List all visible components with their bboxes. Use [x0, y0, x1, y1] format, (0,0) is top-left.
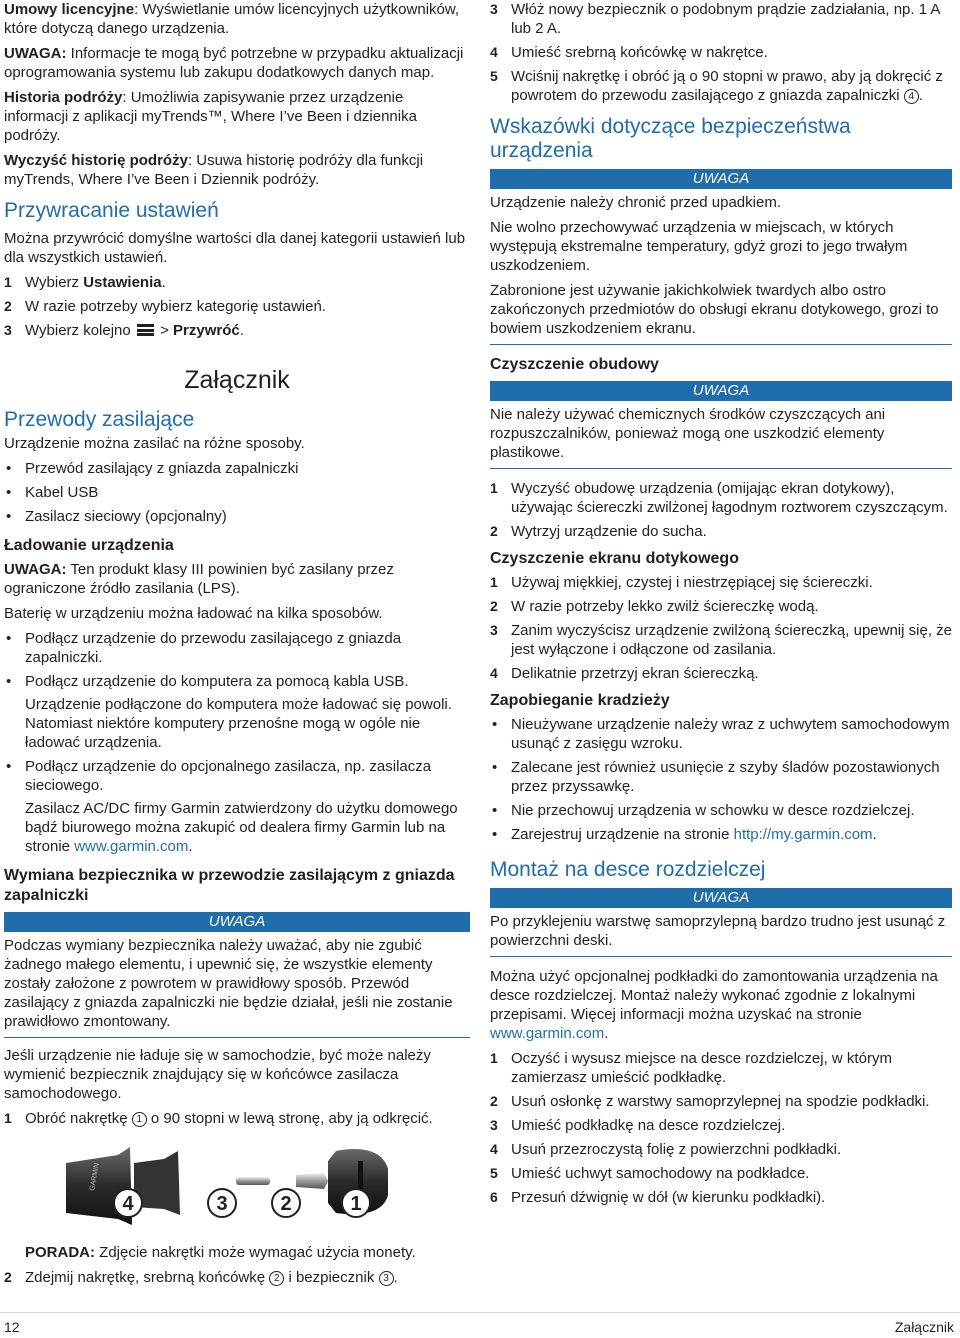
appendix-title: Załącznik — [184, 366, 290, 394]
power-bullets — [4, 459, 470, 526]
intro-text: Można użyć opcjonalnej podkładki do zamontowania urządzenia na desce rozdzielczej. Montaż należy wykonać zgodnie z lokalnymi przepisami. Więcej informacji można uzyskać na stronie — [490, 968, 938, 1023]
screen-cleaning-heading: Czyszczenie ekranu dotykowego — [490, 550, 739, 567]
fuse-heading: Wymiana bezpiecznika w przewodzie zasilającym z gniazda zapalniczki — [4, 867, 455, 904]
power-heading: Przewody zasilające — [4, 408, 195, 431]
step-text: . — [239, 322, 244, 339]
list-item — [490, 1116, 952, 1135]
bullet-text: Podłącz urządzenie do przewodu zasilającego z gniazda zapalniczki. — [25, 630, 402, 666]
step-text: Włóż nowy bezpiecznik o podobnym prądzie zadziałania, np. 1 A lub 2 A. — [511, 1, 940, 37]
list-item — [490, 67, 952, 105]
list-item: • Kabel USB — [4, 483, 470, 502]
fuse-photo — [66, 1133, 406, 1237]
step-text: Umieść srebrną końcówkę w nakrętce. — [511, 44, 768, 61]
step-number: 2 — [4, 298, 12, 314]
bullet-subtext: Urządzenie podłączone do komputera może ładować się powoli. Natomiast niektóre komputery przenośne mogą w ogóle nie ładować urządzenia. — [25, 696, 452, 751]
step-text: Używaj miękkiej, czystej i niestrzępiącej się ściereczki. — [511, 574, 873, 591]
step-text: Wyczyść obudowę urządzenia (omijając ekran dotykowy), używając ściereczki zwilżonej łagodnym roztworem czyszczącym. — [511, 480, 948, 516]
list-item — [490, 621, 952, 659]
subtext: Zasilacz AC/DC firmy Garmin zatwierdzony do użytku domowego bądź biurowego można zakupić od dealera firmy Garmin lub na stronie — [25, 800, 458, 855]
list-item: • Zalecane jest również usunięcie z szyby śladów pozostawionych przez przyssawkę. — [490, 758, 952, 796]
step-number: 3 — [490, 622, 498, 638]
safety-heading: Wskazówki dotyczące bezpieczeństwa urządzenia — [490, 115, 851, 162]
callout-1: 1 — [132, 1112, 147, 1127]
list-item — [490, 664, 952, 683]
dash-intro — [490, 967, 952, 1043]
fuse-intro: Jeśli urządzenie nie ładuje się w samochodzie, być może należy wymienić bezpiecznik znajdujący się w końcówce zasilacza samochodowego. — [4, 1047, 431, 1102]
list-item — [490, 1092, 952, 1111]
note-label: UWAGA: — [4, 561, 67, 578]
step-number: 3 — [490, 1, 498, 17]
step-number: 4 — [490, 665, 498, 681]
list-item — [490, 1140, 952, 1159]
note-label: UWAGA: — [4, 45, 67, 62]
step-text: Oczyść i wysusz miejsce na desce rozdzielczej, w którym zamierzasz umieścić podkładkę. — [511, 1050, 892, 1086]
fuse-assembly-illustration — [66, 1133, 406, 1237]
garmin-link[interactable]: www.garmin.com — [490, 1025, 605, 1042]
step-number: 5 — [490, 1165, 498, 1181]
caution-divider — [4, 1037, 470, 1038]
restore-steps — [4, 273, 470, 340]
charging-intro: Baterię w urządzeniu można ładować na kilka sposobów. — [4, 605, 383, 622]
list-item — [4, 757, 470, 856]
step-bold: Przywróć — [173, 322, 240, 339]
safety-p1: Urządzenie należy chronić przed upadkiem. — [490, 194, 781, 211]
caution-divider — [490, 956, 952, 957]
footer-section: Załącznik — [894, 1319, 954, 1335]
fuse-steps-2 — [4, 1268, 470, 1287]
step-number: 1 — [490, 574, 498, 590]
charging-bullets — [4, 629, 470, 856]
step-text: Umieść uchwyt samochodowy na podkładce. — [511, 1165, 810, 1182]
my-garmin-link[interactable]: http://my.garmin.com — [733, 826, 873, 843]
list-item — [490, 597, 952, 616]
subtext: . — [188, 838, 193, 855]
step-text: . — [393, 1269, 398, 1286]
list-item — [490, 479, 952, 517]
callout-2: 2 — [269, 1271, 284, 1286]
term-label: Historia podróży — [4, 89, 123, 106]
fuse-part — [236, 1177, 270, 1185]
term-text: : Wyświetlanie umów licencyjnych użytkowników, które dotyczą danego urządzenia. — [4, 1, 460, 37]
step-text: Wybierz — [25, 274, 84, 291]
step-text: Zanim wyczyścisz urządzenie zwilżoną ściereczką, upewnij się, że jest wyłączone i odłączone od zasilania. — [511, 622, 952, 658]
note-text: Informacje te mogą być potrzebne w przypadku aktualizacji oprogramowania systemu lub zakupu dodatkowych danych map. — [4, 45, 464, 81]
list-item — [490, 1049, 952, 1087]
caution-divider — [490, 344, 952, 345]
step-number: 3 — [490, 1117, 498, 1133]
step-number: 2 — [4, 1269, 12, 1285]
list-item — [490, 522, 952, 541]
callout-4: 4 — [904, 89, 919, 104]
safety-p3: Zabronione jest używanie jakichkolwiek twardych albo ostro zakończonych przedmiotów do obsługi ekranu dotykowego, grozi to bowiem uszkodzeniem ekranu. — [490, 282, 939, 337]
step-number: 3 — [4, 322, 12, 338]
brand-text: GARMIN — [89, 1162, 101, 1192]
step-text: . — [161, 274, 166, 291]
caution-banner: UWAGA — [490, 169, 952, 189]
theft-heading: Zapobieganie kradzieży — [490, 692, 670, 709]
note-paragraph — [4, 44, 470, 82]
caution-banner: UWAGA — [490, 888, 952, 908]
power-intro: Urządzenie można zasilać na różne sposoby. — [4, 435, 305, 452]
step-text: Obróć nakrętkę — [25, 1110, 132, 1127]
case-caution-text: Nie należy używać chemicznych środków czyszczących ani rozpuszczalników, ponieważ mogą one uszkodzić elementy plastikowe. — [490, 406, 886, 461]
fuse-steps-continued — [490, 0, 952, 105]
step-text: Delikatnie przetrzyj ekran ściereczką. — [511, 665, 759, 682]
step-text: W razie potrzeby lekko zwilż ściereczkę wodą. — [511, 598, 819, 615]
step-text: Wytrzyj urządzenie do sucha. — [511, 523, 707, 540]
tip-label: PORADA: — [25, 1244, 95, 1261]
list-item — [490, 1188, 952, 1207]
theft-bullets — [490, 715, 952, 844]
step-text: . — [918, 87, 923, 104]
case-cleaning-heading: Czyszczenie obudowy — [490, 356, 659, 373]
term-label: Umowy licencyjne — [4, 1, 135, 18]
menu-icon — [137, 324, 154, 336]
list-item — [490, 43, 952, 62]
list-item — [490, 0, 952, 38]
note-text: Ten produkt klasy III powinien być zasilany przez ograniczone źródło zasilania (LPS). — [4, 561, 394, 597]
caution-divider — [490, 468, 952, 469]
step-number: 4 — [490, 44, 498, 60]
step-number: 2 — [490, 1093, 498, 1109]
silver-tip — [296, 1173, 328, 1189]
step-number: 2 — [490, 523, 498, 539]
list-item — [4, 629, 470, 667]
licenses-paragraph — [4, 0, 470, 38]
list-item — [4, 321, 470, 340]
list-item: • Przewód zasilający z gniazda zapalniczki — [4, 459, 470, 478]
footer-divider — [0, 1312, 960, 1313]
restore-heading: Przywracanie ustawień — [4, 199, 219, 222]
step-text: Umieść podkładkę na desce rozdzielczej. — [511, 1117, 786, 1134]
list-item: • Nie przechowuj urządzenia w schowku w desce rozdzielczej. — [490, 801, 952, 820]
bullet-text: . — [872, 826, 877, 843]
callout-label: 4 — [122, 1193, 134, 1215]
bullet-text: Podłącz urządzenie do komputera za pomocą kabla USB. — [25, 673, 409, 690]
step-text: Wybierz kolejno — [25, 322, 135, 339]
step-number: 5 — [490, 68, 498, 84]
dash-steps — [490, 1049, 952, 1207]
callout-3: 3 — [379, 1271, 394, 1286]
charging-heading: Ładowanie urządzenia — [4, 537, 174, 554]
step-text: Wciśnij nakrętkę i obróć ją o 90 stopni w prawo, aby ją dokręcić z powrotem do przewodu zasilającego z gniazda zapalniczki — [511, 68, 943, 104]
list-item — [4, 1268, 470, 1287]
fuse-steps — [4, 1109, 470, 1128]
step-text: Przesuń dźwignię w dół (w kierunku podkładki). — [511, 1189, 826, 1206]
step-text: Usuń osłonkę z warstwy samoprzylepnej na spodzie podkładki. — [511, 1093, 930, 1110]
safety-p2: Nie wolno przechowywać urządzenia w miejscach, w których występują ekstremalne temperatury, gdyż grozi to jego trwałym uszkodzeniem. — [490, 219, 908, 274]
term-text: : Umożliwia zapisywanie przez urządzenie informacji z aplikacji myTrends™, Where I’ve Been i dziennika podróży. — [4, 89, 417, 144]
fuse-caution-text: Podczas wymiany bezpiecznika należy uważać, aby nie zgubić żadnego małego elementu, i upewnić się, że wszystkie elementy zostały założone z powrotem w prawidłowy sposób. Przewód zasilający z gniazda zapalniczki nie będzie działał, jeśli nie zostanie prawidłowo zmontowany. — [4, 937, 453, 1030]
callout-label: 3 — [216, 1193, 228, 1215]
term-text: : Usuwa historię podróży dla funkcji myTrends, Where I’ve Been i Dziennik podróży. — [4, 152, 424, 188]
step-number: 1 — [4, 274, 12, 290]
step-text: > — [155, 322, 174, 339]
list-item — [4, 1109, 470, 1128]
callout-label: 2 — [280, 1193, 292, 1215]
step-number: 6 — [490, 1189, 498, 1205]
step-text: i bezpiecznik — [284, 1269, 379, 1286]
step-number: 1 — [4, 1110, 12, 1126]
left-column — [4, 0, 470, 1293]
intro-text: . — [604, 1025, 609, 1042]
bullet-text: Zarejestruj urządzenie na stronie — [511, 826, 734, 843]
step-text: o 90 stopni w lewą stronę, aby ją odkręcić. — [146, 1110, 433, 1127]
step-text: Usuń przezroczystą folię z powierzchni podkładki. — [511, 1141, 842, 1158]
list-item — [4, 297, 470, 316]
caution-banner: UWAGA — [490, 381, 952, 401]
clear-history-paragraph — [4, 151, 470, 189]
page-number: 12 — [4, 1319, 20, 1335]
tip-text: Zdjęcie nakrętki może wymagać użycia monety. — [95, 1244, 416, 1261]
garmin-link[interactable]: www.garmin.com — [74, 838, 189, 855]
right-column — [490, 0, 952, 1213]
bullet-subtext — [25, 799, 470, 856]
case-cleaning-steps — [490, 479, 952, 541]
dash-heading: Montaż na desce rozdzielczej — [490, 858, 766, 881]
list-item: • Zasilacz sieciowy (opcjonalny) — [4, 507, 470, 526]
bullet-text: Podłącz urządzenie do opcjonalnego zasilacza, np. zasilacza sieciowego. — [25, 758, 432, 794]
step-bold: Ustawienia — [83, 274, 162, 291]
list-item — [4, 672, 470, 752]
term-label: Wyczyść historię podróży — [4, 152, 188, 169]
list-item: • Nieużywane urządzenie należy wraz z uchwytem samochodowym usunąć z zasięgu wzroku. — [490, 715, 952, 753]
step-number: 1 — [490, 1050, 498, 1066]
step-text: Zdejmij nakrętkę, srebrną końcówkę — [25, 1269, 270, 1286]
caution-banner: UWAGA — [4, 912, 470, 932]
callout-label: 1 — [350, 1193, 362, 1215]
charging-note — [4, 560, 470, 598]
list-item — [490, 1164, 952, 1183]
step-number: 1 — [490, 480, 498, 496]
screen-cleaning-steps — [490, 573, 952, 683]
list-item — [490, 573, 952, 592]
tip-paragraph — [4, 1243, 470, 1262]
list-item — [4, 273, 470, 292]
step-number: 2 — [490, 598, 498, 614]
step-text: W razie potrzeby wybierz kategorię ustawień. — [25, 298, 326, 315]
list-item — [490, 825, 952, 844]
restore-intro: Można przywrócić domyślne wartości dla danej kategorii ustawień lub dla wszystkich ustawień. — [4, 230, 466, 266]
dash-caution-text: Po przyklejeniu warstwę samoprzylepną bardzo trudno jest usunąć z powierzchni deski. — [490, 913, 946, 949]
step-number: 4 — [490, 1141, 498, 1157]
history-paragraph — [4, 88, 470, 145]
